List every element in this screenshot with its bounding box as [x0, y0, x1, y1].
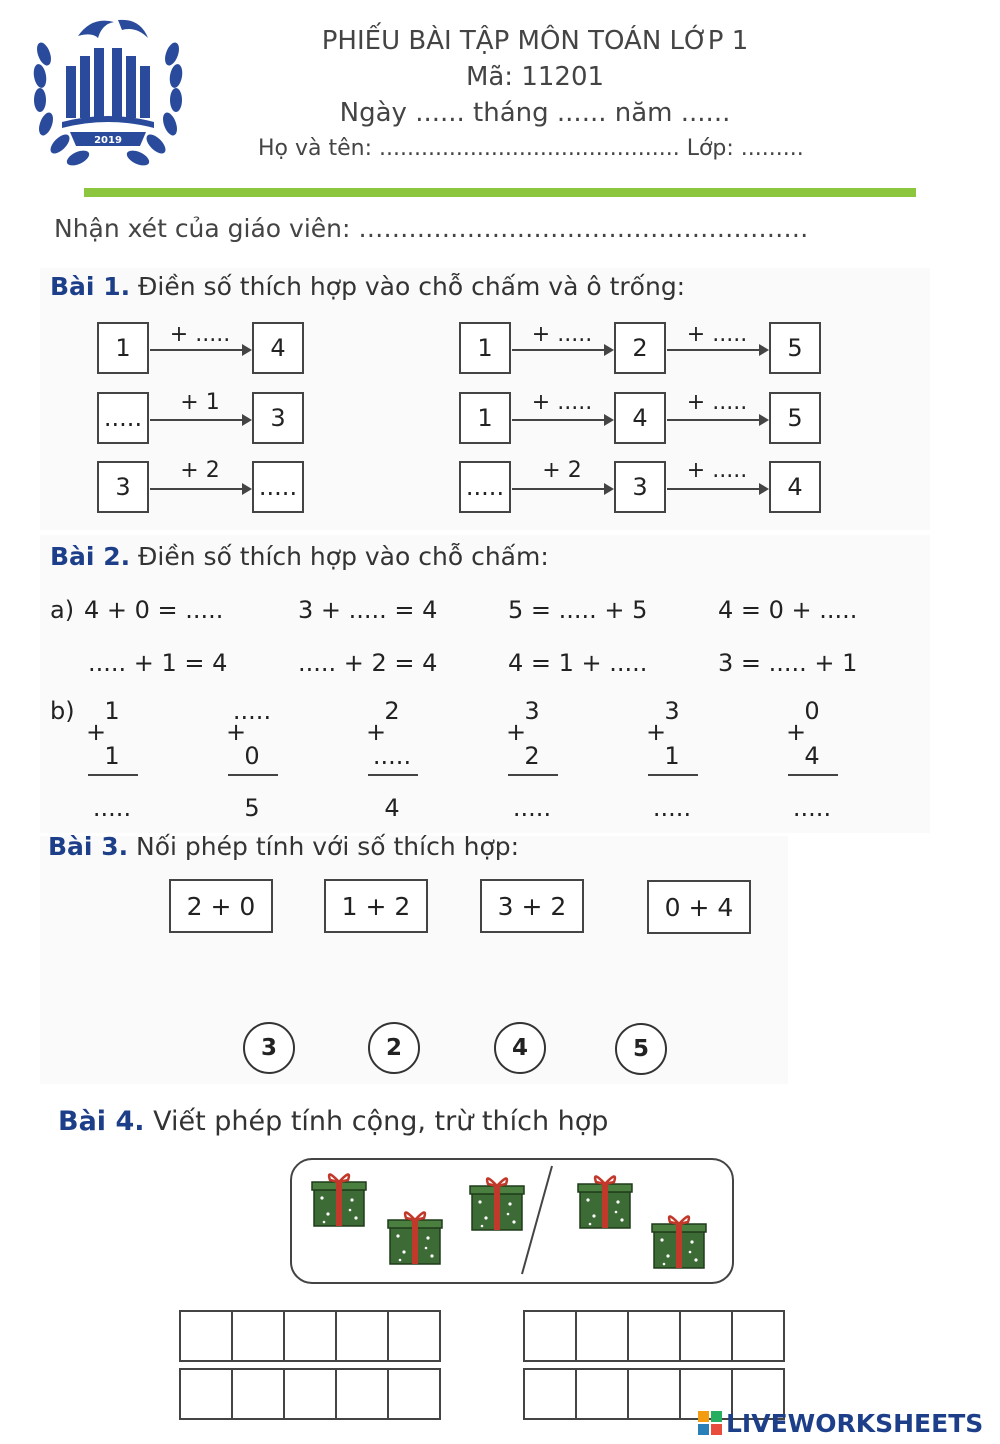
sum-line [368, 774, 418, 776]
bai1-box: 5 [769, 392, 821, 444]
bai1-box: 5 [769, 322, 821, 374]
bai3-label: Bài 3. [48, 832, 129, 861]
expression-box[interactable]: 1 + 2 [324, 879, 428, 933]
bai1-box: 4 [769, 461, 821, 513]
bai1-op-label: + 2 [180, 458, 220, 483]
vertical-result[interactable]: ..... [792, 794, 832, 822]
answer-cell[interactable] [627, 1310, 681, 1362]
vertical-bottom: 1 [104, 742, 120, 770]
arrow-icon [512, 488, 612, 490]
vertical-result: 4 [384, 794, 400, 822]
bai1-op-label: + 2 [542, 458, 582, 483]
school-logo [22, 14, 194, 166]
bai1-op-label[interactable]: + ..... [169, 322, 231, 347]
sum-line [508, 774, 558, 776]
vertical-result: 5 [244, 794, 260, 822]
expression-box[interactable]: 2 + 0 [169, 879, 273, 933]
bai3-heading [48, 832, 519, 861]
answer-cell[interactable] [231, 1310, 285, 1362]
plus-sign: + [786, 718, 807, 746]
bai1-box[interactable]: ..... [252, 461, 304, 513]
sum-line [228, 774, 278, 776]
watermark-text: LIVEWORKSHEETS [726, 1408, 984, 1438]
bai1-text: Điền số thích hợp vào chỗ chấm và ô trống: [138, 272, 686, 301]
bai2-equation[interactable]: ..... + 2 = 4 [298, 649, 438, 677]
expression-box[interactable]: 3 + 2 [480, 879, 584, 933]
answer-grid-left [181, 1310, 441, 1420]
arrow-icon [512, 349, 612, 351]
answer-cell[interactable] [179, 1368, 233, 1420]
worksheet-title: PHIẾU BÀI TẬP MÔN TOÁN LỚP 1 [321, 26, 749, 56]
bai1-op-label[interactable]: + ..... [686, 322, 748, 347]
plus-sign: + [226, 718, 247, 746]
arrow-icon [667, 488, 767, 490]
bai4-label: Bài 4. [58, 1106, 145, 1137]
bai1-box[interactable]: 4 [252, 322, 304, 374]
divider-slash [522, 1166, 552, 1274]
bai2-equation[interactable]: 4 = 0 + ..... [718, 596, 858, 624]
gift-icon [388, 1212, 442, 1264]
arrow-icon [667, 349, 767, 351]
bai1-box[interactable]: ..... [97, 392, 149, 444]
gift-icon [578, 1176, 632, 1228]
bai3-text: Nối phép tính với số thích hợp: [136, 832, 520, 861]
answer-cell[interactable] [731, 1310, 785, 1362]
sum-line [648, 774, 698, 776]
bai1-box: 2 [614, 322, 666, 374]
bai2-b-label: b) [50, 697, 75, 725]
bai1-op-label[interactable]: + ..... [531, 322, 593, 347]
bai1-box: 3 [252, 392, 304, 444]
bai2-equation[interactable]: 4 = 1 + ..... [508, 649, 648, 677]
plus-sign: + [86, 718, 107, 746]
number-circle[interactable]: 3 [243, 1022, 295, 1074]
name-class-line: Họ và tên: ........................................... Lớp: ......... [258, 136, 804, 161]
bai1-op-label[interactable]: + ..... [686, 390, 748, 415]
bai1-box: 4 [614, 392, 666, 444]
gift-icon [652, 1216, 706, 1268]
book-laurel-icon [22, 14, 194, 166]
bai2-heading [50, 542, 549, 571]
logo-year: 2019 [94, 135, 122, 146]
bai1-heading [50, 272, 685, 301]
sum-line [788, 774, 838, 776]
answer-cell[interactable] [231, 1368, 285, 1420]
bai4-heading [58, 1106, 608, 1137]
bai2-label: Bài 2. [50, 542, 131, 571]
number-circle[interactable]: 5 [615, 1023, 667, 1075]
bai1-op-label: + 1 [180, 390, 220, 415]
bai2-panel [40, 535, 930, 833]
bai1-box[interactable]: ..... [459, 461, 511, 513]
arrow-icon [667, 419, 767, 421]
bai1-box: 1 [459, 392, 511, 444]
bai2-equation[interactable]: 3 = ..... + 1 [718, 649, 858, 677]
number-circle[interactable]: 2 [368, 1022, 420, 1074]
arrow-icon [512, 419, 612, 421]
vertical-bottom: 4 [804, 742, 820, 770]
vertical-result[interactable]: ..... [652, 794, 692, 822]
vertical-bottom[interactable]: ..... [372, 742, 412, 770]
vertical-top[interactable]: ..... [232, 697, 272, 725]
teacher-comment: Nhận xét của giáo viên: ……………………………………………… [54, 214, 809, 243]
vertical-bottom: 1 [664, 742, 680, 770]
bai1-box: 3 [614, 461, 666, 513]
bai1-label: Bài 1. [50, 272, 131, 301]
vertical-top: 0 [804, 697, 820, 725]
worksheet-code: Mã: 11201 [465, 62, 605, 92]
plus-sign: + [646, 718, 667, 746]
vertical-top: 2 [384, 697, 400, 725]
bai1-box[interactable]: 1 [97, 322, 149, 374]
answer-cell[interactable] [387, 1368, 441, 1420]
bai1-box: 3 [97, 461, 149, 513]
vertical-result[interactable]: ..... [512, 794, 552, 822]
bai2-text: Điền số thích hợp vào chỗ chấm: [138, 542, 549, 571]
bai1-op-label[interactable]: + ..... [686, 458, 748, 483]
expression-box[interactable]: 0 + 4 [647, 880, 751, 934]
plus-sign: + [366, 718, 387, 746]
answer-cell[interactable] [283, 1310, 337, 1362]
vertical-top: 3 [524, 697, 540, 725]
plus-sign: + [506, 718, 527, 746]
vertical-bottom: 2 [524, 742, 540, 770]
liveworksheets-logo-icon [698, 1411, 722, 1435]
gift-picture [290, 1158, 730, 1280]
bai1-box: 1 [459, 322, 511, 374]
bai2-equation[interactable]: 4 + 0 = ..... [84, 596, 224, 624]
bai2-equation[interactable]: 3 + ..... = 4 [298, 596, 438, 624]
gift-icon [312, 1174, 366, 1226]
arrow-icon [150, 419, 250, 421]
bai4-text: Viết phép tính cộng, trừ thích hợp [153, 1106, 609, 1137]
liveworksheets-watermark[interactable] [698, 1408, 983, 1438]
answer-grid-right [525, 1310, 785, 1420]
answer-cell[interactable] [627, 1368, 681, 1420]
answer-cell[interactable] [335, 1368, 389, 1420]
date-line: Ngày ...... tháng ...... năm ...... [339, 98, 731, 128]
vertical-bottom: 0 [244, 742, 260, 770]
answer-cell[interactable] [283, 1368, 337, 1420]
bai2-equation[interactable]: 5 = ..... + 5 [508, 596, 648, 624]
answer-cell[interactable] [575, 1310, 629, 1362]
answer-cell[interactable] [387, 1310, 441, 1362]
bai2-a-label: a) [50, 596, 75, 624]
bai1-op-label[interactable]: + ..... [531, 390, 593, 415]
vertical-top: 1 [104, 697, 120, 725]
bai2-equation[interactable]: ..... + 1 = 4 [88, 649, 228, 677]
arrow-icon [150, 349, 250, 351]
vertical-result[interactable]: ..... [92, 794, 132, 822]
answer-cell[interactable] [679, 1310, 733, 1362]
answer-cell[interactable] [335, 1310, 389, 1362]
answer-cell[interactable] [575, 1368, 629, 1420]
sum-line [88, 774, 138, 776]
gift-icon [470, 1178, 524, 1230]
vertical-top: 3 [664, 697, 680, 725]
answer-cell[interactable] [523, 1310, 577, 1362]
header-divider [84, 188, 916, 197]
number-circle[interactable]: 4 [494, 1022, 546, 1074]
arrow-icon [150, 488, 250, 490]
answer-cell[interactable] [179, 1310, 233, 1362]
answer-cell[interactable] [523, 1368, 577, 1420]
